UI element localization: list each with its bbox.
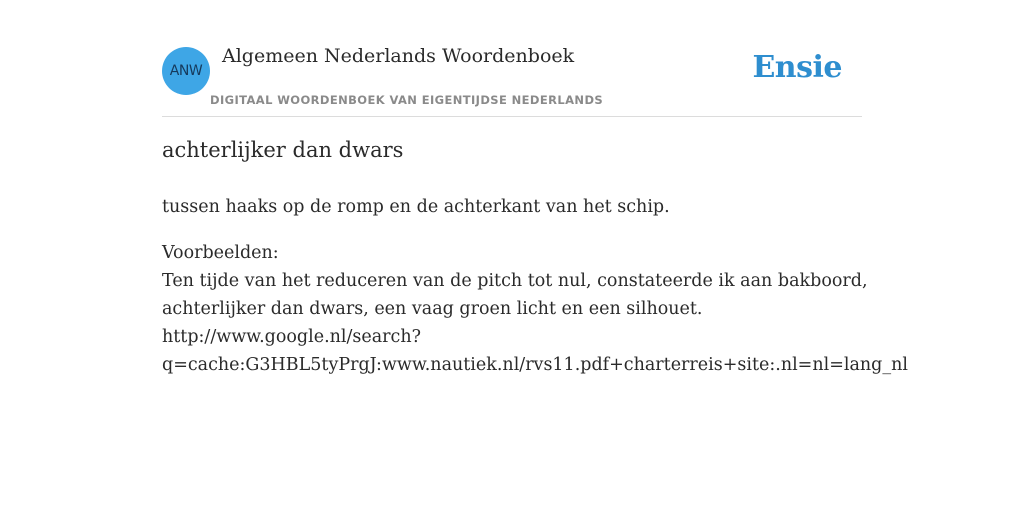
logo-text: ANW bbox=[169, 63, 203, 79]
example-text-line-1: Ten tijde van het reduceren van de pitch tot nul, constateerde ik aan bakboord, bbox=[162, 271, 868, 291]
site-header bbox=[162, 0, 862, 117]
example-text-line-2: achterlijker dan dwars, een vaag groen licht en een silhouet. bbox=[162, 299, 703, 319]
site-subtitle: DIGITAAL WOORDENBOEK VAN EIGENTIJDSE NEDERLANDS bbox=[210, 93, 604, 107]
page-container bbox=[162, 0, 908, 375]
site-title[interactable]: Algemeen Nederlands Woordenboek bbox=[222, 45, 575, 67]
examples-section bbox=[162, 239, 908, 379]
examples-label: Voorbeelden: bbox=[162, 243, 279, 263]
entry-definition: tussen haaks op de romp en de achterkant van het schip. bbox=[162, 197, 670, 217]
entry-title: achterlijker dan dwars bbox=[162, 138, 404, 162]
example-source-line-2: q=cache:G3HBL5tyPrgJ:www.nautiek.nl/rvs11.pdf+charterreis+site:.nl=nl=lang_nl bbox=[162, 355, 908, 375]
anw-logo[interactable] bbox=[162, 47, 210, 95]
ensie-link[interactable]: Ensie bbox=[752, 50, 842, 85]
example-source-line-1: http://www.google.nl/search? bbox=[162, 327, 421, 347]
